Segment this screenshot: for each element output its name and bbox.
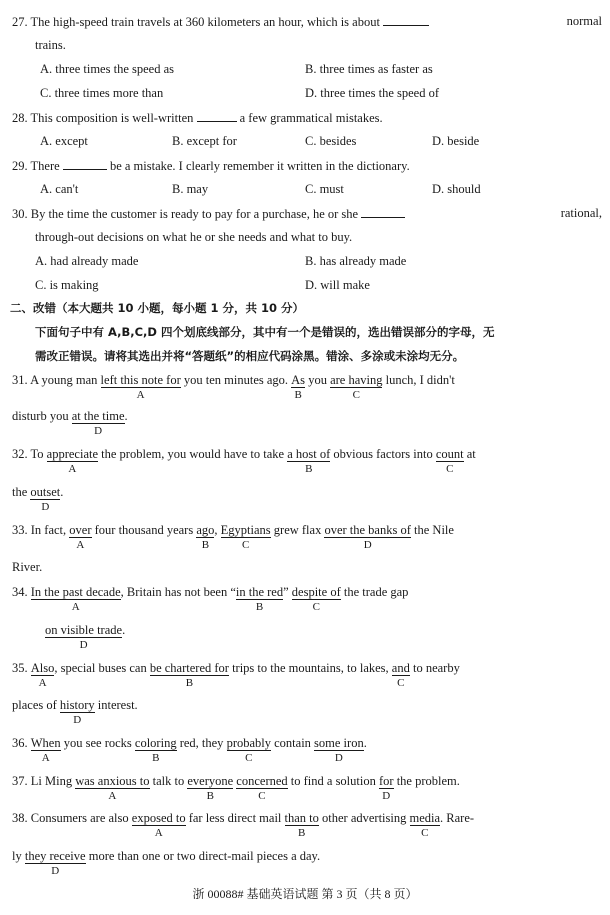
answer-blank [63,157,107,170]
question-text-cont [45,622,602,651]
label-d: D [41,501,50,513]
question-text: far less direct mail [185,811,285,825]
option-c: C. must [305,182,344,196]
underlined-text: than to [284,811,319,825]
question-text: . [60,485,64,499]
question-text: four thousand years [91,523,197,537]
question-text: ly [12,849,25,863]
question-text: disturb you [12,409,72,423]
option-a: A. can't [40,182,79,196]
underlined-part-a [69,523,92,551]
label-a: A [136,389,145,401]
question-28 [12,109,602,126]
option-b: B. has already made [305,254,407,268]
question-number: 38. [12,811,28,825]
underlined-text: When [30,736,61,750]
question-32 [12,446,602,475]
option-b: B. three times as faster as [305,62,433,76]
question-text-cont: trains. [35,38,66,52]
question-text-cont [12,408,602,437]
underlined-part-b [287,447,331,475]
label-c: C [421,827,429,839]
question-text: grew flax [270,523,325,537]
underlined-text: a host of [287,447,331,461]
question-number: 28. [12,111,28,125]
question-number: 33. [12,523,28,537]
page-footer: 浙 00088# 基础英语试题 第 3 页（共 8 页） [192,887,418,901]
label-c: C [258,790,266,802]
question-number: 36. [12,736,28,750]
question-number: 27. [12,15,28,29]
option-c: C. is making [35,278,99,292]
question-34 [12,584,602,613]
question-text: the [12,485,31,499]
question-text: at [463,447,476,461]
question-text: By the time the customer is ready to pay for a purchase, he or she [30,207,359,221]
label-a: A [154,827,163,839]
answer-blank [361,205,405,218]
underlined-part-d [378,774,394,802]
label-a: A [108,790,117,802]
question-text: a few grammatical mistakes. [239,111,383,125]
option-b: B. may [172,182,209,196]
question-text: A young man [30,373,101,387]
question-text: talk to [149,774,188,788]
underlined-part-d [24,849,86,877]
question-text: , [214,523,221,537]
underlined-part-a [30,661,55,689]
underlined-text: be chartered for [149,661,229,675]
question-31 [12,372,602,401]
question-text-cont [12,484,602,513]
underlined-part-b [134,736,177,764]
underlined-text: coloring [134,736,177,750]
underlined-text: are having [330,373,383,387]
option-c: C. besides [305,134,357,148]
underlined-text: Egyptians [220,523,271,537]
underlined-part-a [30,736,61,764]
question-number: 35. [12,661,28,675]
label-b: B [298,827,306,839]
label-b: B [206,790,214,802]
underlined-text: concerned [236,774,288,788]
section-instructions: 需改正错误。请将其选出并将“答题纸”的相应代码涂黑。错涂、多涂或未涂均无分。 [35,349,465,363]
question-text: red, they [176,736,227,750]
underlined-part-a [131,811,186,839]
underlined-text: everyone [187,774,234,788]
question-text: ” [283,585,292,599]
underlined-part-d [314,736,364,764]
question-text: lunch, I didn't [382,373,455,387]
question-text: to find a solution [287,774,379,788]
underlined-part-c [435,447,464,475]
question-text-cont: through-out decisions on what he or she needs and what to buy. [35,230,353,244]
question-number: 32. [12,447,28,461]
underlined-part-c [391,661,410,689]
underlined-text: at the time [71,409,125,423]
question-number: 37. [12,774,28,788]
question-text: To [30,447,47,461]
label-b: B [305,463,313,475]
question-text: you see rocks [60,736,135,750]
question-35 [12,660,602,689]
question-text: the problem, you would have to take [98,447,288,461]
question-27 [12,13,602,30]
underlined-text: As [291,373,306,387]
question-text: the Nile [410,523,454,537]
question-text: Consumers are also [30,811,132,825]
label-d: D [382,790,391,802]
underlined-part-c [226,736,271,764]
underlined-text: outset [30,485,61,499]
underlined-text: probably [226,736,271,750]
question-text: . [363,736,367,750]
label-c: C [352,389,360,401]
question-number: 29. [12,159,28,173]
underlined-text: for [378,774,394,788]
label-d: D [79,639,88,651]
underlined-text: history [59,698,95,712]
underlined-text: and [391,661,410,675]
underlined-part-b [235,585,284,613]
label-c: C [245,752,253,764]
option-d: D. should [432,182,481,196]
underlined-part-c [291,585,341,613]
question-text: obvious factors into [330,447,436,461]
underlined-part-b [291,373,306,401]
underlined-part-d [324,523,411,551]
question-text: other advertising [318,811,410,825]
question-text-cont: River. [12,560,43,574]
option-a: A. had already made [35,254,139,268]
question-text: . [124,409,128,423]
underlined-part-d [45,623,123,651]
underlined-text: over [69,523,92,537]
question-text: . [122,623,126,637]
underlined-text: ago [196,523,215,537]
underlined-part-b [149,661,229,689]
underlined-text: was anxious to [75,774,150,788]
option-d: D. will make [305,278,370,292]
question-text-cont [12,848,602,877]
question-text: places of [12,698,60,712]
question-text: you ten minutes ago. [180,373,292,387]
underlined-part-d [71,409,125,437]
question-text-cont [12,697,602,726]
underlined-part-b [187,774,234,802]
question-text: contain [271,736,315,750]
label-d: D [73,714,82,726]
question-text: , special buses can [54,661,150,675]
option-a: A. except [40,134,88,148]
question-number: 31. [12,373,28,387]
label-c: C [446,463,454,475]
question-38 [12,810,602,839]
question-text: The high-speed train travels at 360 kilometers an hour, which is about [30,15,380,29]
underlined-text: appreciate [46,447,99,461]
question-36 [12,735,602,764]
underlined-text: despite of [291,585,341,599]
question-text: be a mistake. I clearly remember it written in the dictionary. [109,159,410,173]
question-text: . Rare- [440,811,475,825]
question-text: interest. [94,698,138,712]
underlined-part-a [100,373,181,401]
section-heading: 二、改错（本大题共 10 小题，每小题 1 分，共 10 分） [10,301,305,315]
label-d: D [334,752,343,764]
question-number: 34. [12,585,28,599]
option-d: D. three times the speed of [305,86,439,100]
question-37 [12,773,602,802]
answer-blank [383,13,429,26]
underlined-text: count [435,447,464,461]
label-c: C [397,677,405,689]
underlined-text: some iron [314,736,364,750]
question-text: rational, [560,206,602,220]
label-d: D [363,539,372,551]
section-instructions: 下面句子中有 A,B,C,D 四个划底线部分，其中有一个是错误的，选出错误部分的字母，无 [35,325,495,339]
label-b: B [294,389,302,401]
underlined-part-d [59,698,95,726]
question-text: you [305,373,331,387]
label-a: A [41,752,50,764]
underlined-text: exposed to [131,811,186,825]
question-text: trips to the mountains, to lakes, [228,661,392,675]
underlined-text: over the banks of [324,523,411,537]
underlined-part-b [196,523,215,551]
question-text: This composition is well-written [30,111,194,125]
question-number: 30. [12,207,28,221]
underlined-text: they receive [24,849,86,863]
label-b: B [185,677,194,689]
underlined-part-a [75,774,150,802]
question-29 [12,157,602,174]
label-c: C [241,539,250,551]
label-b: B [152,752,160,764]
underlined-text: In the past decade [30,585,121,599]
underlined-part-c [220,523,271,551]
underlined-part-c [236,774,288,802]
underlined-text: left this note for [100,373,181,387]
label-d: D [51,865,60,877]
label-a: A [68,463,77,475]
question-text: , Britain has not been “ [120,585,236,599]
option-c: C. three times more than [40,86,164,100]
underlined-text: on visible trade [45,623,123,637]
label-a: A [38,677,47,689]
underlined-text: media [409,811,441,825]
label-b: B [255,601,264,613]
question-text: more than one or two direct-mail pieces a day. [85,849,321,863]
underlined-part-a [46,447,99,475]
question-text: There [30,159,60,173]
question-text: Li Ming [30,774,76,788]
label-a: A [71,601,80,613]
answer-blank [197,109,237,122]
underlined-part-a [30,585,121,613]
label-d: D [94,425,103,437]
option-a: A. three times the speed as [40,62,174,76]
label-a: A [76,539,85,551]
question-33 [12,522,602,551]
underlined-part-d [30,485,61,513]
option-d: D. beside [432,134,480,148]
question-text: the trade gap [340,585,409,599]
underlined-part-c [330,373,383,401]
question-text: normal [566,14,602,28]
underlined-text: in the red [235,585,284,599]
question-text: to nearby [409,661,460,675]
question-30 [12,205,602,222]
question-text: the problem. [393,774,460,788]
underlined-part-b [284,811,319,839]
label-c: C [312,601,320,613]
label-b: B [201,539,210,551]
question-text: In fact, [30,523,70,537]
underlined-text: Also [30,661,55,675]
underlined-part-c [409,811,441,839]
option-b: B. except for [172,134,237,148]
